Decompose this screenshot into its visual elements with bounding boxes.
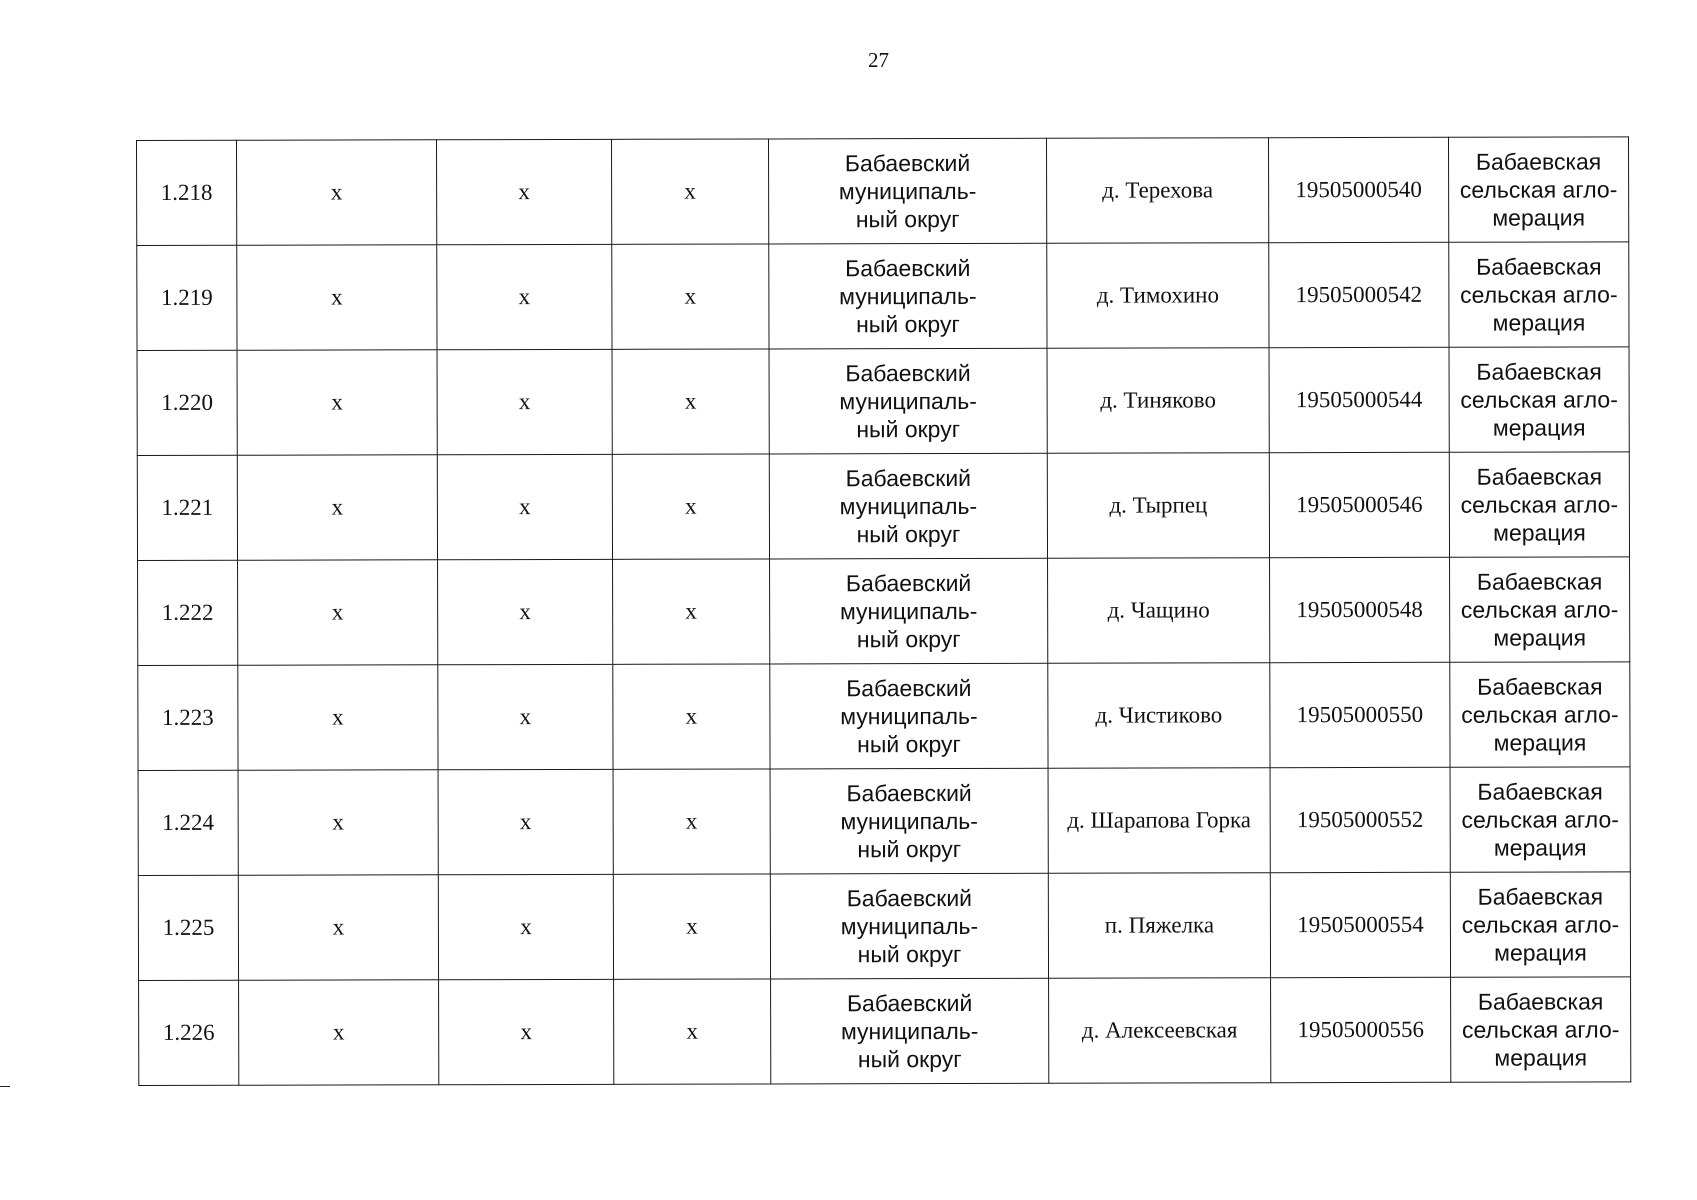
column-3-mark: х bbox=[518, 284, 531, 310]
table-row bbox=[137, 137, 1629, 246]
agglomeration-cell bbox=[1448, 137, 1628, 242]
column-4-cell bbox=[612, 454, 769, 559]
column-3-mark: х bbox=[519, 809, 532, 835]
settlement-cell bbox=[1048, 768, 1270, 874]
agglomeration-cell bbox=[1451, 977, 1631, 1082]
column-3-cell bbox=[438, 874, 613, 979]
settlement-name: д. Алексеевская bbox=[1081, 1017, 1238, 1043]
row-number: 1.224 bbox=[162, 809, 215, 835]
row-number: 1.219 bbox=[160, 284, 213, 310]
column-3-cell bbox=[437, 454, 612, 559]
district-cell bbox=[769, 243, 1047, 349]
column-3-cell bbox=[437, 244, 612, 349]
column-3-mark: х bbox=[519, 494, 531, 520]
column-3-cell bbox=[439, 979, 614, 1084]
column-3-cell bbox=[438, 769, 613, 874]
column-3-mark: х bbox=[520, 914, 532, 940]
margin-mark bbox=[0, 1086, 10, 1087]
settlement-cell bbox=[1047, 243, 1269, 349]
oktmo-code: 19505000552 bbox=[1296, 806, 1424, 833]
column-3-cell bbox=[437, 349, 612, 454]
column-4-mark: х bbox=[685, 598, 697, 624]
column-2-mark: х bbox=[332, 704, 344, 730]
row-number-cell bbox=[137, 350, 237, 455]
agglomeration-cell bbox=[1449, 452, 1629, 557]
column-2-cell bbox=[238, 770, 438, 875]
settlements-table bbox=[136, 136, 1631, 1086]
column-2-cell bbox=[237, 350, 437, 455]
column-4-cell bbox=[612, 244, 769, 349]
agglomeration-cell bbox=[1450, 557, 1630, 662]
table-row bbox=[137, 347, 1629, 456]
row-number-cell bbox=[138, 875, 238, 980]
oktmo-code-cell bbox=[1268, 137, 1448, 242]
district-cell bbox=[769, 348, 1047, 454]
district-name: Бабаевский муниципаль- ный округ bbox=[839, 464, 978, 548]
column-2-mark: х bbox=[330, 179, 343, 205]
column-3-mark: х bbox=[520, 1019, 532, 1045]
agglomeration-name: Бабаевская сельская агло- мерация bbox=[1460, 568, 1619, 651]
settlement-cell bbox=[1048, 558, 1270, 664]
agglomeration-name: Бабаевская сельская агло- мерация bbox=[1459, 148, 1618, 231]
column-2-mark: х bbox=[332, 914, 345, 940]
agglomeration-name: Бабаевская сельская агло- мерация bbox=[1460, 253, 1618, 336]
settlement-name: д. Тимохино bbox=[1096, 282, 1219, 308]
district-name: Бабаевский муниципаль- ный округ bbox=[840, 674, 978, 758]
oktmo-code-cell bbox=[1271, 977, 1451, 1082]
agglomeration-cell bbox=[1450, 872, 1630, 977]
table-row bbox=[138, 872, 1630, 981]
row-number-cell bbox=[137, 140, 237, 245]
column-3-mark: х bbox=[519, 599, 531, 625]
column-3-cell bbox=[438, 559, 613, 664]
column-2-mark: х bbox=[331, 599, 344, 625]
settlement-cell bbox=[1048, 663, 1270, 769]
oktmo-code-cell bbox=[1270, 557, 1450, 662]
agglomeration-name: Бабаевская сельская агло- мерация bbox=[1461, 778, 1619, 861]
settlement-cell bbox=[1048, 873, 1270, 979]
column-4-mark: х bbox=[686, 1018, 698, 1044]
column-2-cell bbox=[238, 665, 438, 770]
district-name: Бабаевский муниципаль- ный округ bbox=[840, 989, 979, 1073]
agglomeration-name: Бабаевская сельская агло- мерация bbox=[1461, 883, 1620, 966]
column-4-mark: х bbox=[686, 913, 698, 939]
row-number-cell bbox=[137, 455, 237, 560]
settlement-cell bbox=[1047, 453, 1269, 559]
district-name: Бабаевский муниципаль- ный округ bbox=[839, 359, 977, 443]
agglomeration-name: Бабаевская сельская агло- мерация bbox=[1460, 463, 1619, 546]
row-number: 1.222 bbox=[161, 599, 214, 625]
column-3-mark: х bbox=[518, 179, 530, 205]
column-2-mark: х bbox=[331, 389, 343, 415]
agglomeration-cell bbox=[1450, 662, 1630, 767]
district-name: Бабаевский муниципаль- ный округ bbox=[839, 254, 977, 338]
column-2-cell bbox=[237, 245, 437, 350]
oktmo-code: 19505000554 bbox=[1297, 911, 1424, 938]
district-name: Бабаевский муниципаль- ный округ bbox=[839, 569, 978, 653]
row-number-cell bbox=[138, 560, 238, 665]
oktmo-code: 19505000546 bbox=[1296, 491, 1423, 518]
page-number: 27 bbox=[868, 48, 889, 72]
column-4-cell bbox=[613, 874, 770, 979]
column-4-mark: х bbox=[684, 388, 697, 414]
column-4-cell bbox=[613, 664, 770, 769]
column-4-cell bbox=[614, 979, 771, 1084]
table-row bbox=[138, 557, 1630, 666]
settlement-cell bbox=[1049, 978, 1271, 1084]
oktmo-code: 19505000542 bbox=[1295, 281, 1423, 308]
settlement-name: п. Пяжелка bbox=[1104, 912, 1215, 938]
column-2-mark: х bbox=[332, 809, 344, 835]
row-number: 1.220 bbox=[161, 389, 214, 415]
table-row bbox=[138, 662, 1630, 771]
agglomeration-cell bbox=[1450, 767, 1630, 872]
district-cell bbox=[771, 978, 1049, 1084]
row-number-cell bbox=[138, 770, 238, 875]
oktmo-code-cell bbox=[1269, 347, 1449, 452]
row-number: 1.221 bbox=[161, 494, 214, 520]
district-cell bbox=[770, 663, 1048, 769]
agglomeration-name: Бабаевская сельская агло- мерация bbox=[1461, 988, 1620, 1071]
table-row bbox=[137, 242, 1629, 351]
column-4-cell bbox=[613, 559, 770, 664]
oktmo-code-cell bbox=[1269, 242, 1449, 347]
row-number-cell bbox=[139, 980, 239, 1085]
district-cell bbox=[770, 768, 1048, 874]
table-body bbox=[137, 137, 1631, 1086]
column-2-cell bbox=[239, 980, 439, 1085]
column-2-mark: х bbox=[331, 284, 343, 310]
settlement-name: д. Тиняково bbox=[1100, 387, 1216, 413]
table-row bbox=[137, 452, 1629, 561]
column-4-mark: х bbox=[684, 178, 696, 204]
column-2-cell bbox=[238, 875, 438, 980]
row-number: 1.218 bbox=[160, 179, 213, 205]
settlement-cell bbox=[1047, 348, 1269, 454]
agglomeration-cell bbox=[1449, 242, 1629, 347]
table-row bbox=[139, 977, 1631, 1086]
row-number-cell bbox=[138, 665, 238, 770]
oktmo-code-cell bbox=[1270, 872, 1450, 977]
settlement-cell bbox=[1046, 138, 1268, 244]
oktmo-code: 19505000540 bbox=[1295, 176, 1422, 203]
oktmo-code: 19505000550 bbox=[1296, 701, 1424, 728]
column-4-mark: х bbox=[685, 493, 697, 519]
row-number: 1.223 bbox=[162, 704, 214, 730]
district-cell bbox=[769, 453, 1047, 559]
column-2-cell bbox=[238, 560, 438, 665]
column-4-mark: х bbox=[684, 283, 697, 309]
settlement-name: д. Чистиково bbox=[1095, 702, 1223, 728]
row-number: 1.225 bbox=[162, 914, 215, 940]
column-4-cell bbox=[612, 349, 769, 454]
district-cell bbox=[768, 138, 1046, 244]
oktmo-code: 19505000556 bbox=[1297, 1016, 1424, 1043]
oktmo-code-cell bbox=[1270, 767, 1450, 872]
row-number-cell bbox=[137, 245, 237, 350]
column-2-mark: х bbox=[331, 494, 344, 520]
column-4-cell bbox=[611, 139, 768, 244]
column-4-mark: х bbox=[685, 703, 698, 729]
column-2-cell bbox=[237, 455, 437, 560]
oktmo-code: 19505000548 bbox=[1296, 596, 1423, 623]
column-3-mark: х bbox=[519, 704, 532, 730]
settlement-name: д. Шарапова Горка bbox=[1067, 807, 1252, 833]
settlement-name: д. Тырпец bbox=[1109, 492, 1208, 518]
district-name: Бабаевский муниципаль- ный округ bbox=[840, 779, 978, 863]
column-3-cell bbox=[437, 139, 612, 244]
oktmo-code-cell bbox=[1269, 452, 1449, 557]
district-name: Бабаевский муниципаль- ный округ bbox=[840, 884, 979, 968]
column-3-mark: х bbox=[518, 389, 531, 415]
settlement-name: д. Терехова bbox=[1102, 177, 1214, 203]
agglomeration-name: Бабаевская сельская агло- мерация bbox=[1461, 673, 1619, 756]
settlement-name: д. Чащино bbox=[1107, 597, 1210, 623]
agglomeration-name: Бабаевская сельская агло- мерация bbox=[1460, 358, 1618, 441]
row-number: 1.226 bbox=[162, 1019, 215, 1045]
column-3-cell bbox=[438, 664, 613, 769]
district-cell bbox=[770, 873, 1048, 979]
agglomeration-cell bbox=[1449, 347, 1629, 452]
oktmo-code: 19505000544 bbox=[1295, 386, 1423, 413]
district-name: Бабаевский муниципаль- ный округ bbox=[838, 149, 977, 233]
column-2-cell bbox=[237, 140, 437, 245]
column-4-mark: х bbox=[685, 808, 698, 834]
oktmo-code-cell bbox=[1270, 662, 1450, 767]
column-4-cell bbox=[613, 769, 770, 874]
district-cell bbox=[770, 558, 1048, 664]
column-2-mark: х bbox=[332, 1019, 345, 1045]
table-row bbox=[138, 767, 1630, 876]
